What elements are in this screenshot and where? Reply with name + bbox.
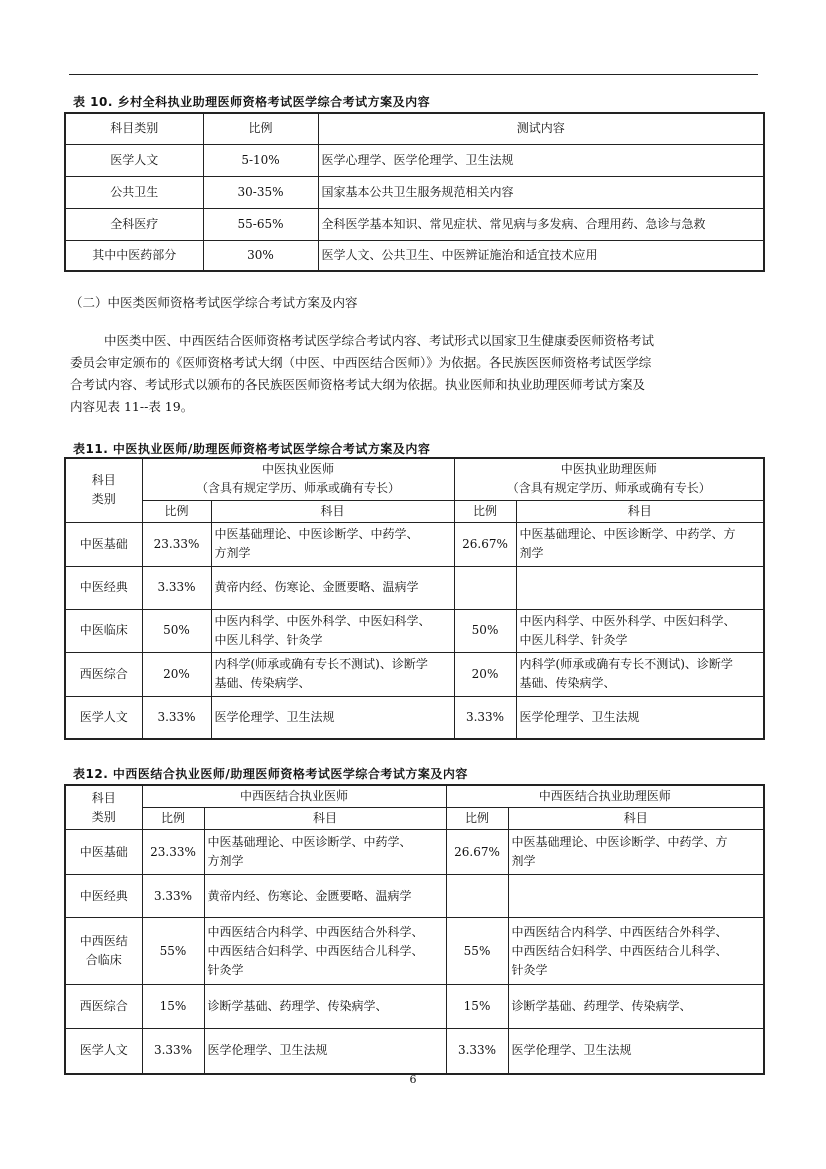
table12-cell <box>65 918 142 985</box>
table-row <box>65 985 764 1029</box>
table12-cell <box>65 830 142 875</box>
table11-cell <box>211 566 454 609</box>
cell-line: 医学伦理学、卫生法规 <box>519 709 640 724</box>
table12-sub-ratio: 比例 <box>446 808 508 830</box>
table12-cell: 26.67% <box>446 830 508 875</box>
table11-cell: 中医基础 <box>65 522 142 566</box>
table11-sub-ratio: 比例 <box>454 500 516 522</box>
table11-cell: 3.33% <box>142 566 211 609</box>
table11-cell: 20% <box>454 652 516 696</box>
paragraph-line: 委员会审定颁布的《医师资格考试大纲（中医、中西医结合医师）》为依据。各民族医医师资格考试医学综 <box>70 355 652 370</box>
cell-line: 诊断学基础、药理学、传染病学、 <box>511 999 692 1013</box>
cell-line: 中医基础理论、中医诊断学、中药学、方 <box>511 835 728 849</box>
table-row <box>65 1029 764 1074</box>
table11-group2-header <box>454 458 764 500</box>
table12-cell: 15% <box>142 985 204 1029</box>
paragraph-line: 内容见表 11--表 19。 <box>70 399 194 414</box>
cell-line: 方剂学 <box>214 546 251 560</box>
table11-cell <box>516 696 764 739</box>
header-line: 中医执业助理医师 <box>560 462 657 477</box>
cell-line: 西医综合 <box>79 999 128 1013</box>
table-row <box>65 208 764 240</box>
table10-cell: 全科医学基本知识、常见症状、常见病与多发病、合理用药、急诊与急救 <box>318 208 764 240</box>
cell-line: 方剂学 <box>207 854 244 868</box>
table12-cell <box>508 830 764 875</box>
cell-line: 合临床 <box>85 953 122 967</box>
cell-line: 针灸学 <box>511 962 548 977</box>
table10-cell: 公共卫生 <box>65 176 203 208</box>
table12-cell <box>508 875 764 918</box>
table11-cell <box>211 522 454 566</box>
cell-line: 中西医结合妇科学、中西医结合儿科学、 <box>207 943 424 958</box>
table10 <box>64 112 765 272</box>
table11-cell <box>454 566 516 609</box>
section-heading: （二）中医类医师资格考试医学综合考试方案及内容 <box>70 295 358 310</box>
cell-line: 剂学 <box>519 546 544 560</box>
cell-line: 医学伦理学、卫生法规 <box>511 1043 632 1058</box>
table-row <box>65 609 764 652</box>
table12-cell <box>204 830 446 875</box>
table12-cell <box>204 985 446 1029</box>
table12-category-header <box>65 785 142 830</box>
cell-line: 中西医结合内科学、中西医结合外科学、 <box>511 924 728 939</box>
header-rule <box>69 74 758 75</box>
table11-cell: 3.33% <box>142 696 211 739</box>
table12-cell <box>204 918 446 985</box>
table10-cell: 医学人文、公共卫生、中医辨证施治和适宜技术应用 <box>318 240 764 271</box>
table12-cell <box>508 918 764 985</box>
table12-cell: 3.33% <box>446 1029 508 1074</box>
table11-caption: 表11. 中医执业医师/助理医师资格考试医学综合考试方案及内容 <box>73 442 431 456</box>
table11-cell <box>211 609 454 652</box>
table12-caption: 表12. 中西医结合执业医师/助理医师资格考试医学综合考试方案及内容 <box>73 767 468 781</box>
cell-line: 内科学(师承或确有专长不测试)、诊断学 <box>214 657 428 671</box>
table12-sub-subject: 科目 <box>204 808 446 830</box>
table-row <box>65 176 764 208</box>
table12-cell <box>65 875 142 918</box>
cell-line: 中医经典 <box>79 888 128 903</box>
table10-cell: 30% <box>203 240 318 271</box>
page-number: 6 <box>409 1073 417 1086</box>
table12-sub-subject: 科目 <box>508 808 764 830</box>
table11-cell <box>516 566 764 609</box>
table10-header-category: 科目类别 <box>65 113 203 144</box>
cell-line: 中医儿科学、针灸学 <box>519 632 628 647</box>
table11-cell <box>516 522 764 566</box>
cell-line: 基础、传染病学、 <box>214 676 311 690</box>
table11-sub-subject: 科目 <box>211 500 454 522</box>
table12-cell: 3.33% <box>142 1029 204 1074</box>
table11-cell <box>516 609 764 652</box>
table12-cell <box>65 1029 142 1074</box>
table11-cell: 20% <box>142 652 211 696</box>
table11-cell: 50% <box>454 609 516 652</box>
table11-cell: 中医临床 <box>65 609 142 652</box>
cell-line: 剂学 <box>511 854 536 868</box>
table-row <box>65 830 764 875</box>
table11-cell: 3.33% <box>454 696 516 739</box>
table12-cell <box>508 985 764 1029</box>
cell-line: 针灸学 <box>207 962 244 977</box>
table12-cell <box>204 1029 446 1074</box>
cell-line: 中西医结 <box>79 934 128 948</box>
cell-line: 中医基础理论、中医诊断学、中药学、 <box>214 527 419 541</box>
table11-cell <box>211 696 454 739</box>
cell-line: 中医儿科学、针灸学 <box>214 632 323 647</box>
table10-cell: 医学人文 <box>65 144 203 176</box>
table10-cell: 其中中医药部分 <box>65 240 203 271</box>
cell-line: 黄帝内经、伤寒论、金匮要略、温病学 <box>214 580 419 594</box>
table12-cell: 55% <box>142 918 204 985</box>
table10-cell: 55-65% <box>203 208 318 240</box>
table-row <box>65 696 764 739</box>
table12-group1-header: 中西医结合执业医师 <box>142 785 446 808</box>
cell-line: 中医内科学、中医外科学、中医妇科学、 <box>519 613 736 628</box>
table11-cell: 医学人文 <box>65 696 142 739</box>
paragraph-line: 中医类中医、中西医结合医师资格考试医学综合考试内容、考试形式以国家卫生健康委医师资格考试 <box>104 333 655 348</box>
table12-cell: 15% <box>446 985 508 1029</box>
header-line: （含具有规定学历、师承或确有专长） <box>506 481 711 496</box>
header-line: 科目 <box>91 473 116 488</box>
table-row <box>65 652 764 696</box>
table11-category-header <box>65 458 142 522</box>
cell-line: 黄帝内经、伤寒论、金匮要略、温病学 <box>207 888 412 903</box>
table10-cell: 国家基本公共卫生服务规范相关内容 <box>318 176 764 208</box>
table11 <box>64 457 765 740</box>
cell-line: 中医内科学、中医外科学、中医妇科学、 <box>214 613 431 628</box>
table11-group1-header <box>142 458 454 500</box>
table12-cell <box>65 985 142 1029</box>
table11-sub-subject: 科目 <box>516 500 764 522</box>
cell-line: 中医基础 <box>79 844 128 859</box>
cell-line: 医学人文 <box>79 1043 128 1058</box>
table11-cell: 西医综合 <box>65 652 142 696</box>
cell-line: 中医基础理论、中医诊断学、中药学、 <box>207 835 412 849</box>
table-row <box>65 240 764 271</box>
table12-cell <box>508 1029 764 1074</box>
table10-cell: 5-10% <box>203 144 318 176</box>
table10-cell: 全科医疗 <box>65 208 203 240</box>
table-row <box>65 144 764 176</box>
header-line: 中医执业医师 <box>262 462 335 477</box>
table12-cell: 3.33% <box>142 875 204 918</box>
cell-line: 中西医结合妇科学、中西医结合儿科学、 <box>511 943 728 958</box>
table12-cell <box>204 875 446 918</box>
table12-cell: 23.33% <box>142 830 204 875</box>
cell-line: 基础、传染病学、 <box>519 676 616 690</box>
table12-cell: 55% <box>446 918 508 985</box>
table10-cell: 30-35% <box>203 176 318 208</box>
table11-cell: 26.67% <box>454 522 516 566</box>
cell-line: 医学伦理学、卫生法规 <box>214 709 335 724</box>
table10-header-ratio: 比例 <box>203 113 318 144</box>
header-line: 科目 <box>91 790 116 805</box>
table11-cell <box>516 652 764 696</box>
table-row <box>65 522 764 566</box>
table12-cell <box>446 875 508 918</box>
table-row <box>65 566 764 609</box>
table11-sub-ratio: 比例 <box>142 500 211 522</box>
cell-line: 内科学(师承或确有专长不测试)、诊断学 <box>519 657 733 671</box>
table12 <box>64 784 765 1075</box>
header-line: （含具有规定学历、师承或确有专长） <box>196 481 401 496</box>
table-row <box>65 875 764 918</box>
table11-cell: 中医经典 <box>65 566 142 609</box>
table-row <box>65 918 764 985</box>
header-line: 类别 <box>91 809 116 824</box>
table10-cell: 医学心理学、医学伦理学、卫生法规 <box>318 144 764 176</box>
cell-line: 中西医结合内科学、中西医结合外科学、 <box>207 924 424 939</box>
cell-line: 医学伦理学、卫生法规 <box>207 1043 328 1058</box>
table11-cell: 50% <box>142 609 211 652</box>
paragraph-line: 合考试内容、考试形式以颁布的各民族医医师资格考试大纲为依据。执业医师和执业助理医师考试方案及 <box>70 377 646 392</box>
table11-cell: 23.33% <box>142 522 211 566</box>
table12-group2-header: 中西医结合执业助理医师 <box>446 785 764 808</box>
table11-cell <box>211 652 454 696</box>
cell-line: 诊断学基础、药理学、传染病学、 <box>207 999 388 1013</box>
cell-line: 中医基础理论、中医诊断学、中药学、方 <box>519 527 736 541</box>
table10-caption: 表 10. 乡村全科执业助理医师资格考试医学综合考试方案及内容 <box>73 95 431 109</box>
table10-header-content: 测试内容 <box>318 113 764 144</box>
table12-sub-ratio: 比例 <box>142 808 204 830</box>
header-line: 类别 <box>91 492 116 507</box>
